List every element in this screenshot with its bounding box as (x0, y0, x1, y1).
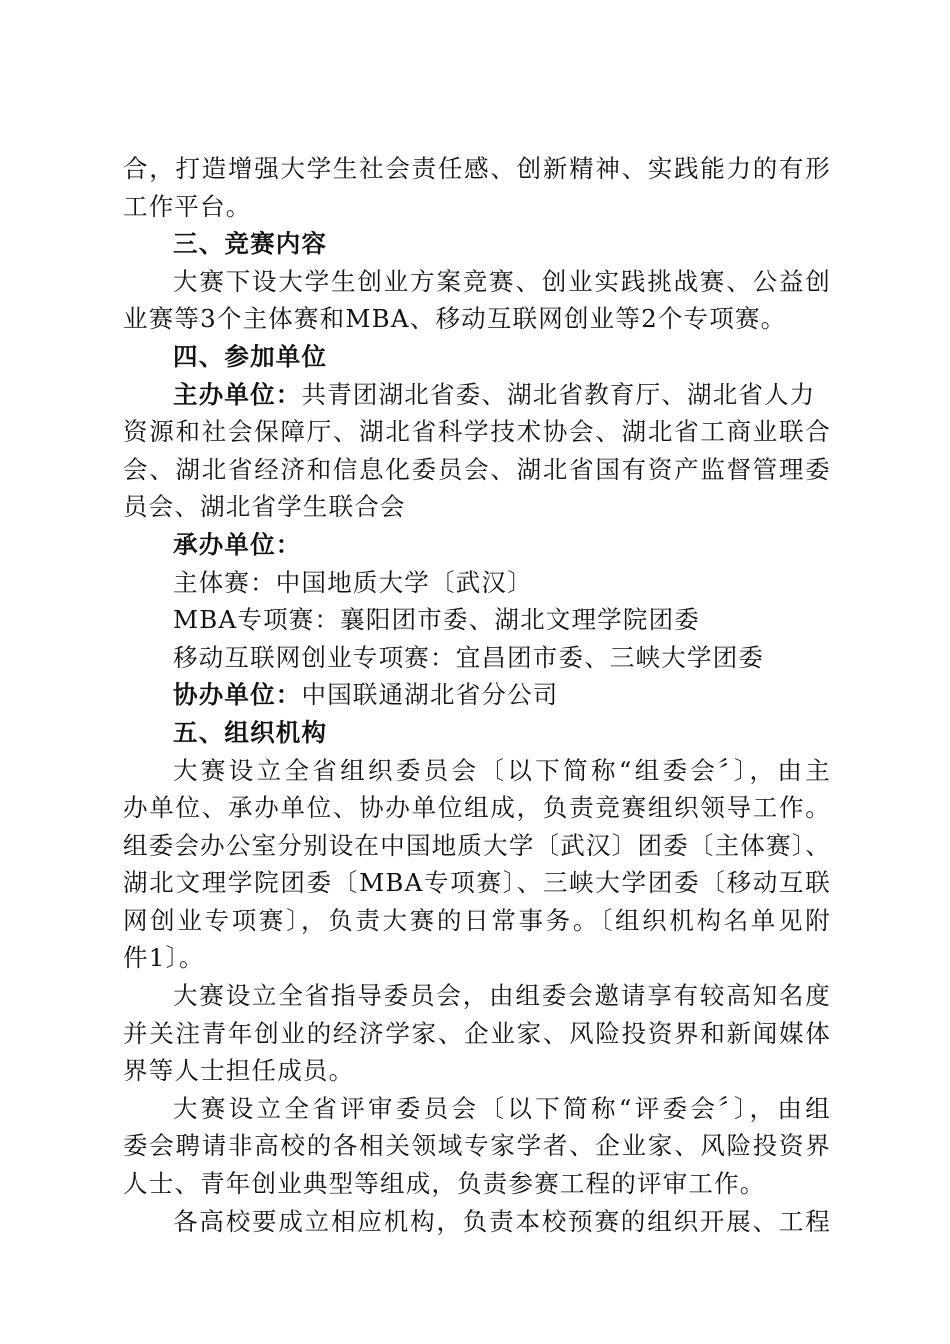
paragraph-line: 并关注青年创业的经济学家、企业家、风险投资界和新闻媒体 (123, 1018, 831, 1048)
paragraph-line: 件1〕。 (123, 943, 205, 973)
section-heading: 五、组织机构 (173, 717, 328, 747)
paragraph-line: 移动互联网创业专项赛：宜昌团市委、三峡大学团委 (173, 642, 765, 672)
paragraph-line: 各高校要成立相应机构，负责本校预赛的组织开展、工程 (173, 1206, 831, 1236)
paragraph-line: 业赛等3个主体赛和MBA、移动互联网创业等2个专项赛。 (123, 304, 787, 334)
paragraph-line: 主体赛：中国地质大学〔武汉〕 (173, 567, 533, 597)
section-heading: 三、竞赛内容 (173, 229, 328, 259)
paragraph-line: 人士、青年创业典型等组成，负责参赛工程的评审工作。 (123, 1169, 766, 1199)
paragraph-line (123, 526, 831, 564)
paragraph-line: 资源和社会保障厅、湖北省科学技术协会、湖北省工商业联合 (123, 417, 831, 447)
paragraph-line: 员会、湖北省学生联合会 (123, 492, 406, 522)
field-value: 共青团湖北省委、湖北省教育厅、湖北省人力 (301, 379, 816, 409)
paragraph-line: 工作平台。 (123, 191, 252, 221)
paragraph-line: 网创业专项赛〕，负责大赛的日常事务。〔组织机构名单见附 (123, 905, 831, 935)
paragraph-line: 大赛设立全省指导委员会，由组委会邀请享有较高知名度 (173, 981, 831, 1011)
field-value: 中国联通湖北省分公司 (301, 680, 559, 710)
paragraph-line: 湖北文理学院团委〔MBA专项赛〕、三峡大学团委〔移动互联 (123, 868, 831, 898)
paragraph-line: 合，打造增强大学生社会责任感、创新精神、实践能力的有形 (123, 154, 831, 183)
field-label: 协办单位： (173, 680, 302, 710)
paragraph-line: 大赛下设大学生创业方案竞赛、创业实践挑战赛、公益创 (173, 266, 831, 296)
paragraph-line: 大赛设立全省评审委员会〔以下简称“评委会〞〕，由组 (173, 1093, 831, 1123)
paragraph-line: 办单位、承办单位、协办单位组成，负责竞赛组织领导工作。 (123, 793, 831, 823)
section-heading: 四、参加单位 (173, 341, 328, 371)
paragraph-line (123, 376, 831, 414)
paragraph-line: MBA专项赛：襄阳团市委、湖北文理学院团委 (173, 605, 700, 635)
paragraph-line: 界等人士担任成员。 (123, 1056, 355, 1086)
field-label: 主办单位： (173, 379, 302, 409)
paragraph-line: 委会聘请非高校的各相关领域专家学者、企业家、风险投资界 (123, 1131, 831, 1161)
paragraph-line: 组委会办公室分别设在中国地质大学〔武汉〕团委〔主体赛〕、 (123, 830, 831, 860)
paragraph-line: 大赛设立全省组织委员会〔以下简称“组委会〞〕，由主 (173, 755, 831, 785)
field-label: 承办单位： (173, 529, 302, 559)
paragraph-line (123, 676, 831, 714)
document-page (123, 150, 831, 1240)
paragraph-line: 会、湖北省经济和信息化委员会、湖北省国有资产监督管理委 (123, 454, 831, 484)
